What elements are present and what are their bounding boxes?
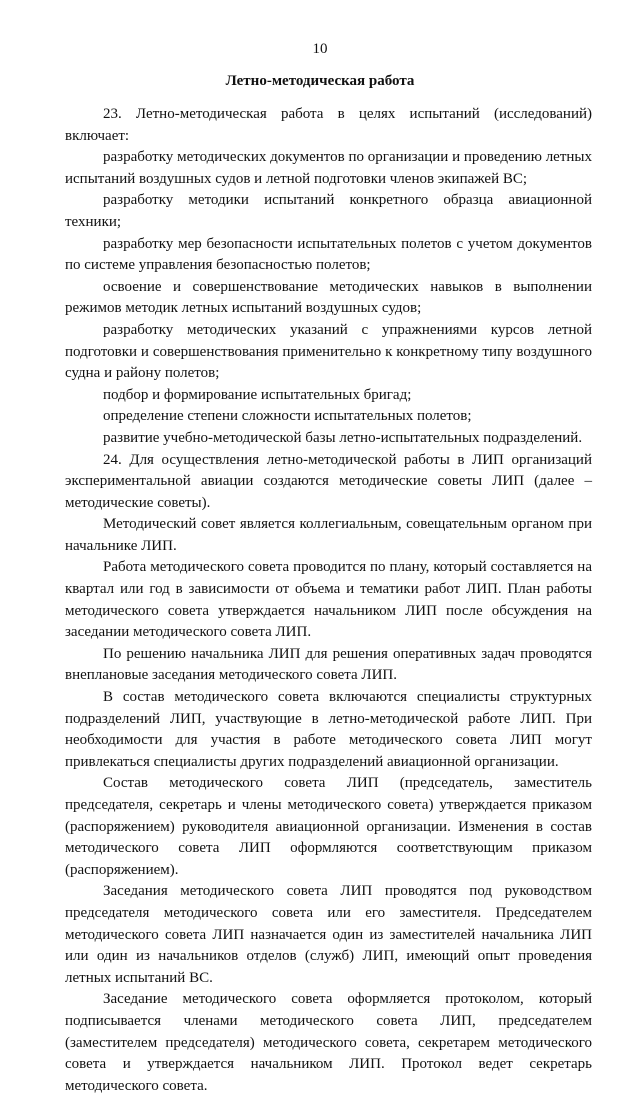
paragraph: 24. Для осуществления летно-методической работы в ЛИП организаций экспериментальной авиации создаются методические советы ЛИП (далее – методические советы). [65, 451, 592, 511]
paragraph: Методический совет является коллегиальным, совещательным органом при начальнике ЛИП. [65, 516, 592, 554]
paragraph: По решению начальника ЛИП для решения оперативных задач проводятся внеплановые заседания методического совета ЛИП. [65, 645, 592, 684]
paragraph: Состав методического совета ЛИП (председатель, заместитель председателя, секретарь и члены методического совета) утверждается приказом (распоряжением) руководителя авиационной организации. Изменения в состав методического совета ЛИП оформляются соответствующим приказом (распоряжением). [65, 775, 592, 878]
paragraph: разработку мер безопасности испытательных полетов с учетом документов по системе управления безопасностью полетов; [65, 235, 592, 274]
paragraph: определение степени сложности испытательных полетов; [103, 408, 472, 425]
paragraph: разработку методических указаний с упражнениями курсов летной подготовки и совершенствования применительно к конкретному типу воздушного судна и району полетов; [65, 321, 592, 382]
document-body [65, 104, 592, 1097]
paragraph: Заседания методического совета ЛИП проводятся под руководством председателя методического совета или его заместителя. Председателем методического совета ЛИП назначается один из заместителей начальника ЛИП или один из начальников отделов (служб) ЛИП, имеющий опыт проведения летных испытаний ВС. [65, 883, 592, 986]
paragraph: освоение и совершенствование методических навыков в выполнении режимов методик летных испытаний воздушных судов; [65, 278, 592, 317]
paragraph: разработку методики испытаний конкретного образца авиационной техники; [65, 192, 592, 230]
paragraph: 23. Летно-методическая работа в целях испытаний (исследований) включает: [65, 106, 592, 144]
page-number: 10 [312, 41, 328, 57]
paragraph: В состав методического совета включаются специалисты структурных подразделений ЛИП, участвующие в летно-методической работе ЛИП. При необходимости для участия в работе методического совета ЛИП могут привлекаться специалисты других подразделений авиационной организации. [65, 689, 592, 770]
paragraph: подбор и формирование испытательных бригад; [103, 386, 412, 403]
paragraph: Заседание методического совета оформляется протоколом, который подписывается членами методического совета ЛИП, председателем (заместителем председателя) методического совета, секретарем методического совета и утверждается начальником ЛИП. Протокол ведет секретарь методического совета. [65, 991, 592, 1094]
section-heading: Летно-методическая работа [225, 73, 415, 89]
paragraph: разработку методических документов по организации и проведению летных испытаний воздушных судов и летной подготовки членов экипажей ВС; [65, 149, 592, 187]
paragraph: Работа методического совета проводится по плану, который составляется на квартал или год в зависимости от объема и тематики работ ЛИП. План работы методического совета утверждается начальником ЛИП после обсуждения на заседании методического совета ЛИП. [65, 559, 592, 641]
paragraph: развитие учебно-методической базы летно-испытательных подразделений. [103, 429, 583, 446]
